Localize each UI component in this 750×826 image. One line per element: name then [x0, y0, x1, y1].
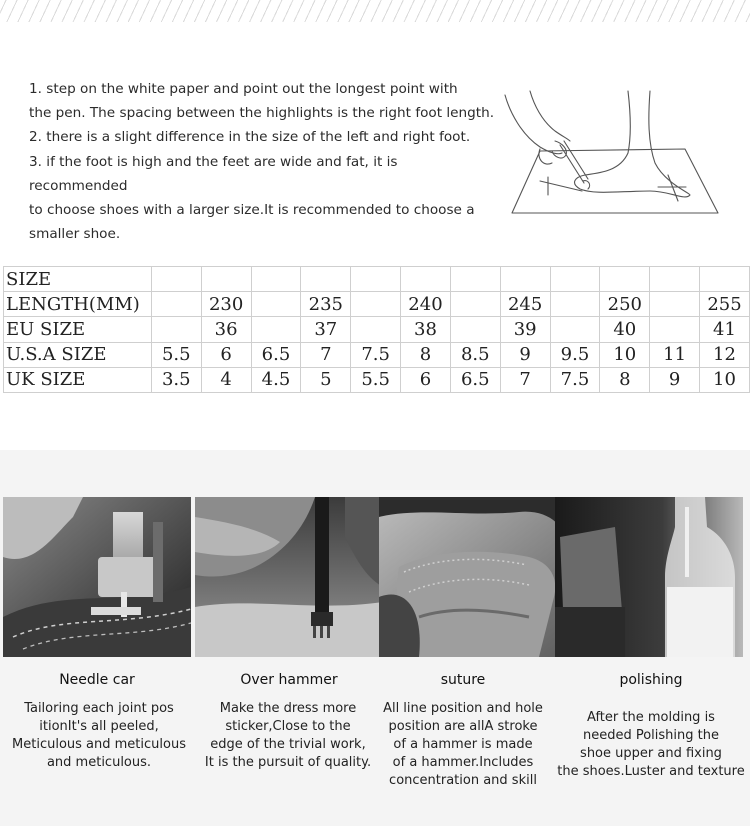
table-cell: 8	[600, 367, 650, 392]
table-cell: 8	[401, 342, 451, 367]
table-cell: 3.5	[151, 367, 201, 392]
table-cell	[700, 267, 750, 292]
table-cell	[450, 267, 500, 292]
table-cell: 7	[500, 367, 550, 392]
size-chart-table	[3, 266, 750, 393]
measurement-instructions	[29, 77, 499, 246]
row-label: UK SIZE	[4, 367, 152, 392]
table-cell: 235	[301, 292, 351, 317]
table-cell: 6	[401, 367, 451, 392]
table-cell: 12	[700, 342, 750, 367]
table-cell: 37	[301, 317, 351, 342]
table-cell: 7.5	[351, 342, 401, 367]
table-cell: 38	[401, 317, 451, 342]
suture-photo	[379, 497, 567, 657]
table-cell: 6	[201, 342, 251, 367]
suture-title: suture	[440, 672, 486, 688]
table-cell	[151, 317, 201, 342]
table-cell	[151, 267, 201, 292]
description-line: Tailoring each joint pos	[24, 701, 174, 716]
table-cell: 5.5	[351, 367, 401, 392]
description-line: Meticulous and meticulous	[12, 737, 186, 752]
table-cell	[550, 317, 600, 342]
needle-car-description	[5, 700, 193, 772]
table-cell: 5	[301, 367, 351, 392]
table-cell: 4	[201, 367, 251, 392]
table-cell	[650, 317, 700, 342]
table-cell: 6.5	[251, 342, 301, 367]
instruction-line: 2. there is a slight difference in the size of the left and right foot.	[29, 129, 471, 146]
instruction-line: smaller shoe.	[29, 226, 121, 243]
table-cell	[301, 267, 351, 292]
description-line: concentration and skill	[389, 773, 537, 788]
description-line: position are allA stroke	[388, 719, 538, 734]
table-cell: 10	[600, 342, 650, 367]
craft-process-section	[0, 450, 750, 826]
table-cell: 240	[401, 292, 451, 317]
foot-measurement-illustration	[500, 83, 722, 218]
table-cell: 245	[500, 292, 550, 317]
table-cell: 36	[201, 317, 251, 342]
table-cell	[450, 317, 500, 342]
table-cell	[500, 267, 550, 292]
polishing-description	[557, 709, 745, 781]
table-row	[4, 367, 750, 392]
table-cell: 8.5	[450, 342, 500, 367]
description-line: All line position and hole	[383, 701, 543, 716]
table-cell	[351, 317, 401, 342]
table-cell: 7.5	[550, 367, 600, 392]
over-hammer-photo	[195, 497, 383, 657]
over-hammer-description	[194, 700, 382, 772]
description-line: It is the pursuit of quality.	[204, 755, 372, 770]
description-line: and meticulous.	[46, 755, 152, 770]
table-row	[4, 292, 750, 317]
description-line: sticker,Close to the	[225, 719, 351, 734]
over-hammer-title: Over hammer	[240, 672, 338, 688]
table-cell	[251, 292, 301, 317]
description-line: needed Polishing the	[582, 728, 719, 743]
table-cell: 7	[301, 342, 351, 367]
table-cell	[251, 267, 301, 292]
table-cell	[351, 267, 401, 292]
table-cell	[450, 292, 500, 317]
table-cell: 39	[500, 317, 550, 342]
table-cell: 9	[500, 342, 550, 367]
description-line: the shoes.Luster and texture	[557, 764, 745, 779]
table-cell: 250	[600, 292, 650, 317]
table-cell	[650, 267, 700, 292]
table-cell	[251, 317, 301, 342]
instruction-line: the pen. The spacing between the highlights is the right foot length.	[29, 105, 495, 122]
decorative-top-border	[0, 0, 750, 22]
row-label: LENGTH(MM)	[4, 292, 152, 317]
table-cell: 6.5	[450, 367, 500, 392]
table-cell	[550, 292, 600, 317]
table-cell: 230	[201, 292, 251, 317]
table-cell: 40	[600, 317, 650, 342]
description-line: of a hammer is made	[393, 737, 533, 752]
needle-car-title: Needle car	[59, 672, 135, 688]
table-cell: 9.5	[550, 342, 600, 367]
description-line: of a hammer.Includes	[392, 755, 534, 770]
row-label: U.S.A SIZE	[4, 342, 152, 367]
table-cell	[600, 267, 650, 292]
description-line: After the molding is	[587, 710, 715, 725]
description-line: Make the dress more	[219, 701, 357, 716]
table-cell: 5.5	[151, 342, 201, 367]
table-cell: 41	[700, 317, 750, 342]
instruction-line: 1. step on the white paper and point out the longest point with	[29, 81, 458, 97]
table-cell	[151, 292, 201, 317]
description-line: shoe upper and fixing	[580, 746, 722, 761]
description-line: edge of the trivial work,	[210, 737, 366, 752]
table-cell: 10	[700, 367, 750, 392]
table-row	[4, 342, 750, 367]
table-cell	[650, 292, 700, 317]
polishing-photo	[555, 497, 743, 657]
instruction-line: to choose shoes with a larger size.It is recommended to choose a	[29, 202, 475, 219]
needle-car-photo	[3, 497, 191, 657]
instruction-line: 3. if the foot is high and the feet are wide and fat, it is recommended	[29, 153, 398, 194]
row-label: SIZE	[4, 267, 152, 292]
description-line: itionIt's all peeled,	[39, 719, 159, 734]
table-cell: 9	[650, 367, 700, 392]
table-row	[4, 317, 750, 342]
row-label: EU SIZE	[4, 317, 152, 342]
polishing-title: polishing	[619, 672, 683, 688]
table-cell	[201, 267, 251, 292]
suture-description	[369, 700, 557, 790]
table-cell: 11	[650, 342, 700, 367]
table-cell	[351, 292, 401, 317]
table-cell: 4.5	[251, 367, 301, 392]
table-cell	[401, 267, 451, 292]
table-cell	[550, 267, 600, 292]
table-cell: 255	[700, 292, 750, 317]
table-row	[4, 267, 750, 292]
